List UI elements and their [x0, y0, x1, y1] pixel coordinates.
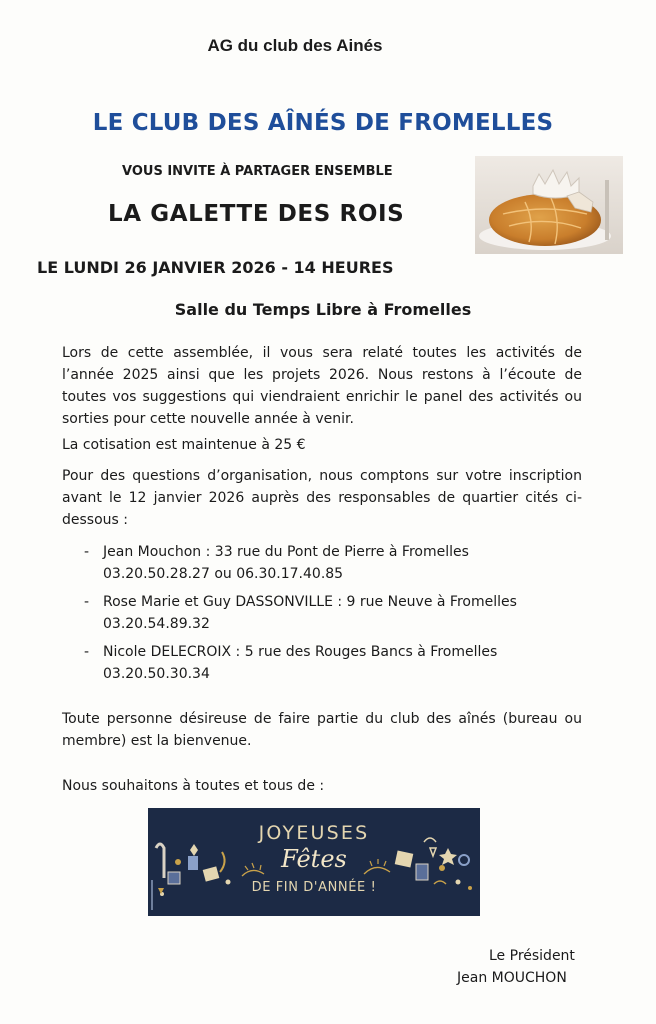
paragraph-cotisation: La cotisation est maintenue à 25 € [62, 437, 306, 453]
paragraph-membership: Toute personne désireuse de faire partie du club des aînés (bureau ou membre) est la bienvenue. [62, 711, 582, 749]
galette-photo [475, 156, 623, 254]
event-venue: Salle du Temps Libre à Fromelles [174, 300, 472, 319]
holiday-banner [148, 808, 480, 916]
event-date: LE LUNDI 26 JANVIER 2026 - 14 HEURES [37, 258, 394, 277]
signature-title: Le Président [489, 948, 575, 964]
paragraph-assembly: Lors de cette assemblée, il vous sera relaté toutes les activités de l’année 2025 ainsi que les projets 2026. Nous restons à l’écoute de toutes vos suggestions qui viendraient enrichir le panel des activités ou sorties pour cette nouvelle année à venir. [62, 345, 582, 427]
contact-phone: 03.20.54.89.32 [103, 616, 210, 632]
paragraph-wishes: Nous souhaitons à toutes et tous de : [62, 778, 325, 794]
banner-line-2: Fêtes [281, 845, 347, 873]
meeting-label: AG du club des Ainés [207, 36, 383, 55]
list-item: - Nicole DELECROIX : 5 rue des Rouges Bancs à Fromelles 03.20.50.30.34 [84, 641, 582, 685]
list-item: - Jean Mouchon : 33 rue du Pont de Pierre à Fromelles 03.20.50.28.27 ou 06.30.17.40.85 [84, 541, 582, 585]
club-title: LE CLUB DES AÎNÉS DE FROMELLES [92, 110, 554, 136]
contact-address: Nicole DELECROIX : 5 rue des Rouges Bancs à Fromelles [103, 644, 498, 660]
invite-line: VOUS INVITE À PARTAGER ENSEMBLE [122, 164, 393, 179]
contact-address: Jean Mouchon : 33 rue du Pont de Pierre à Fromelles [103, 544, 469, 560]
contact-phone: 03.20.50.30.34 [103, 666, 210, 682]
banner-line-1: JOYEUSES [258, 822, 370, 844]
list-item: - Rose Marie et Guy DASSONVILLE : 9 rue Neuve à Fromelles 03.20.54.89.32 [84, 591, 582, 635]
signature-name: Jean MOUCHON [457, 970, 567, 986]
contact-list [84, 541, 582, 691]
contact-phone: 03.20.50.28.27 ou 06.30.17.40.85 [103, 566, 344, 582]
banner-line-3: DE FIN D'ANNÉE ! [251, 880, 377, 895]
event-title: LA GALETTE DES ROIS [108, 201, 405, 227]
contact-address: Rose Marie et Guy DASSONVILLE : 9 rue Neuve à Fromelles [103, 594, 517, 610]
paragraph-registration: Pour des questions d’organisation, nous comptons sur votre inscription avant le 12 janvier 2026 auprès des responsables de quartier cités ci-dessous : [62, 468, 582, 528]
